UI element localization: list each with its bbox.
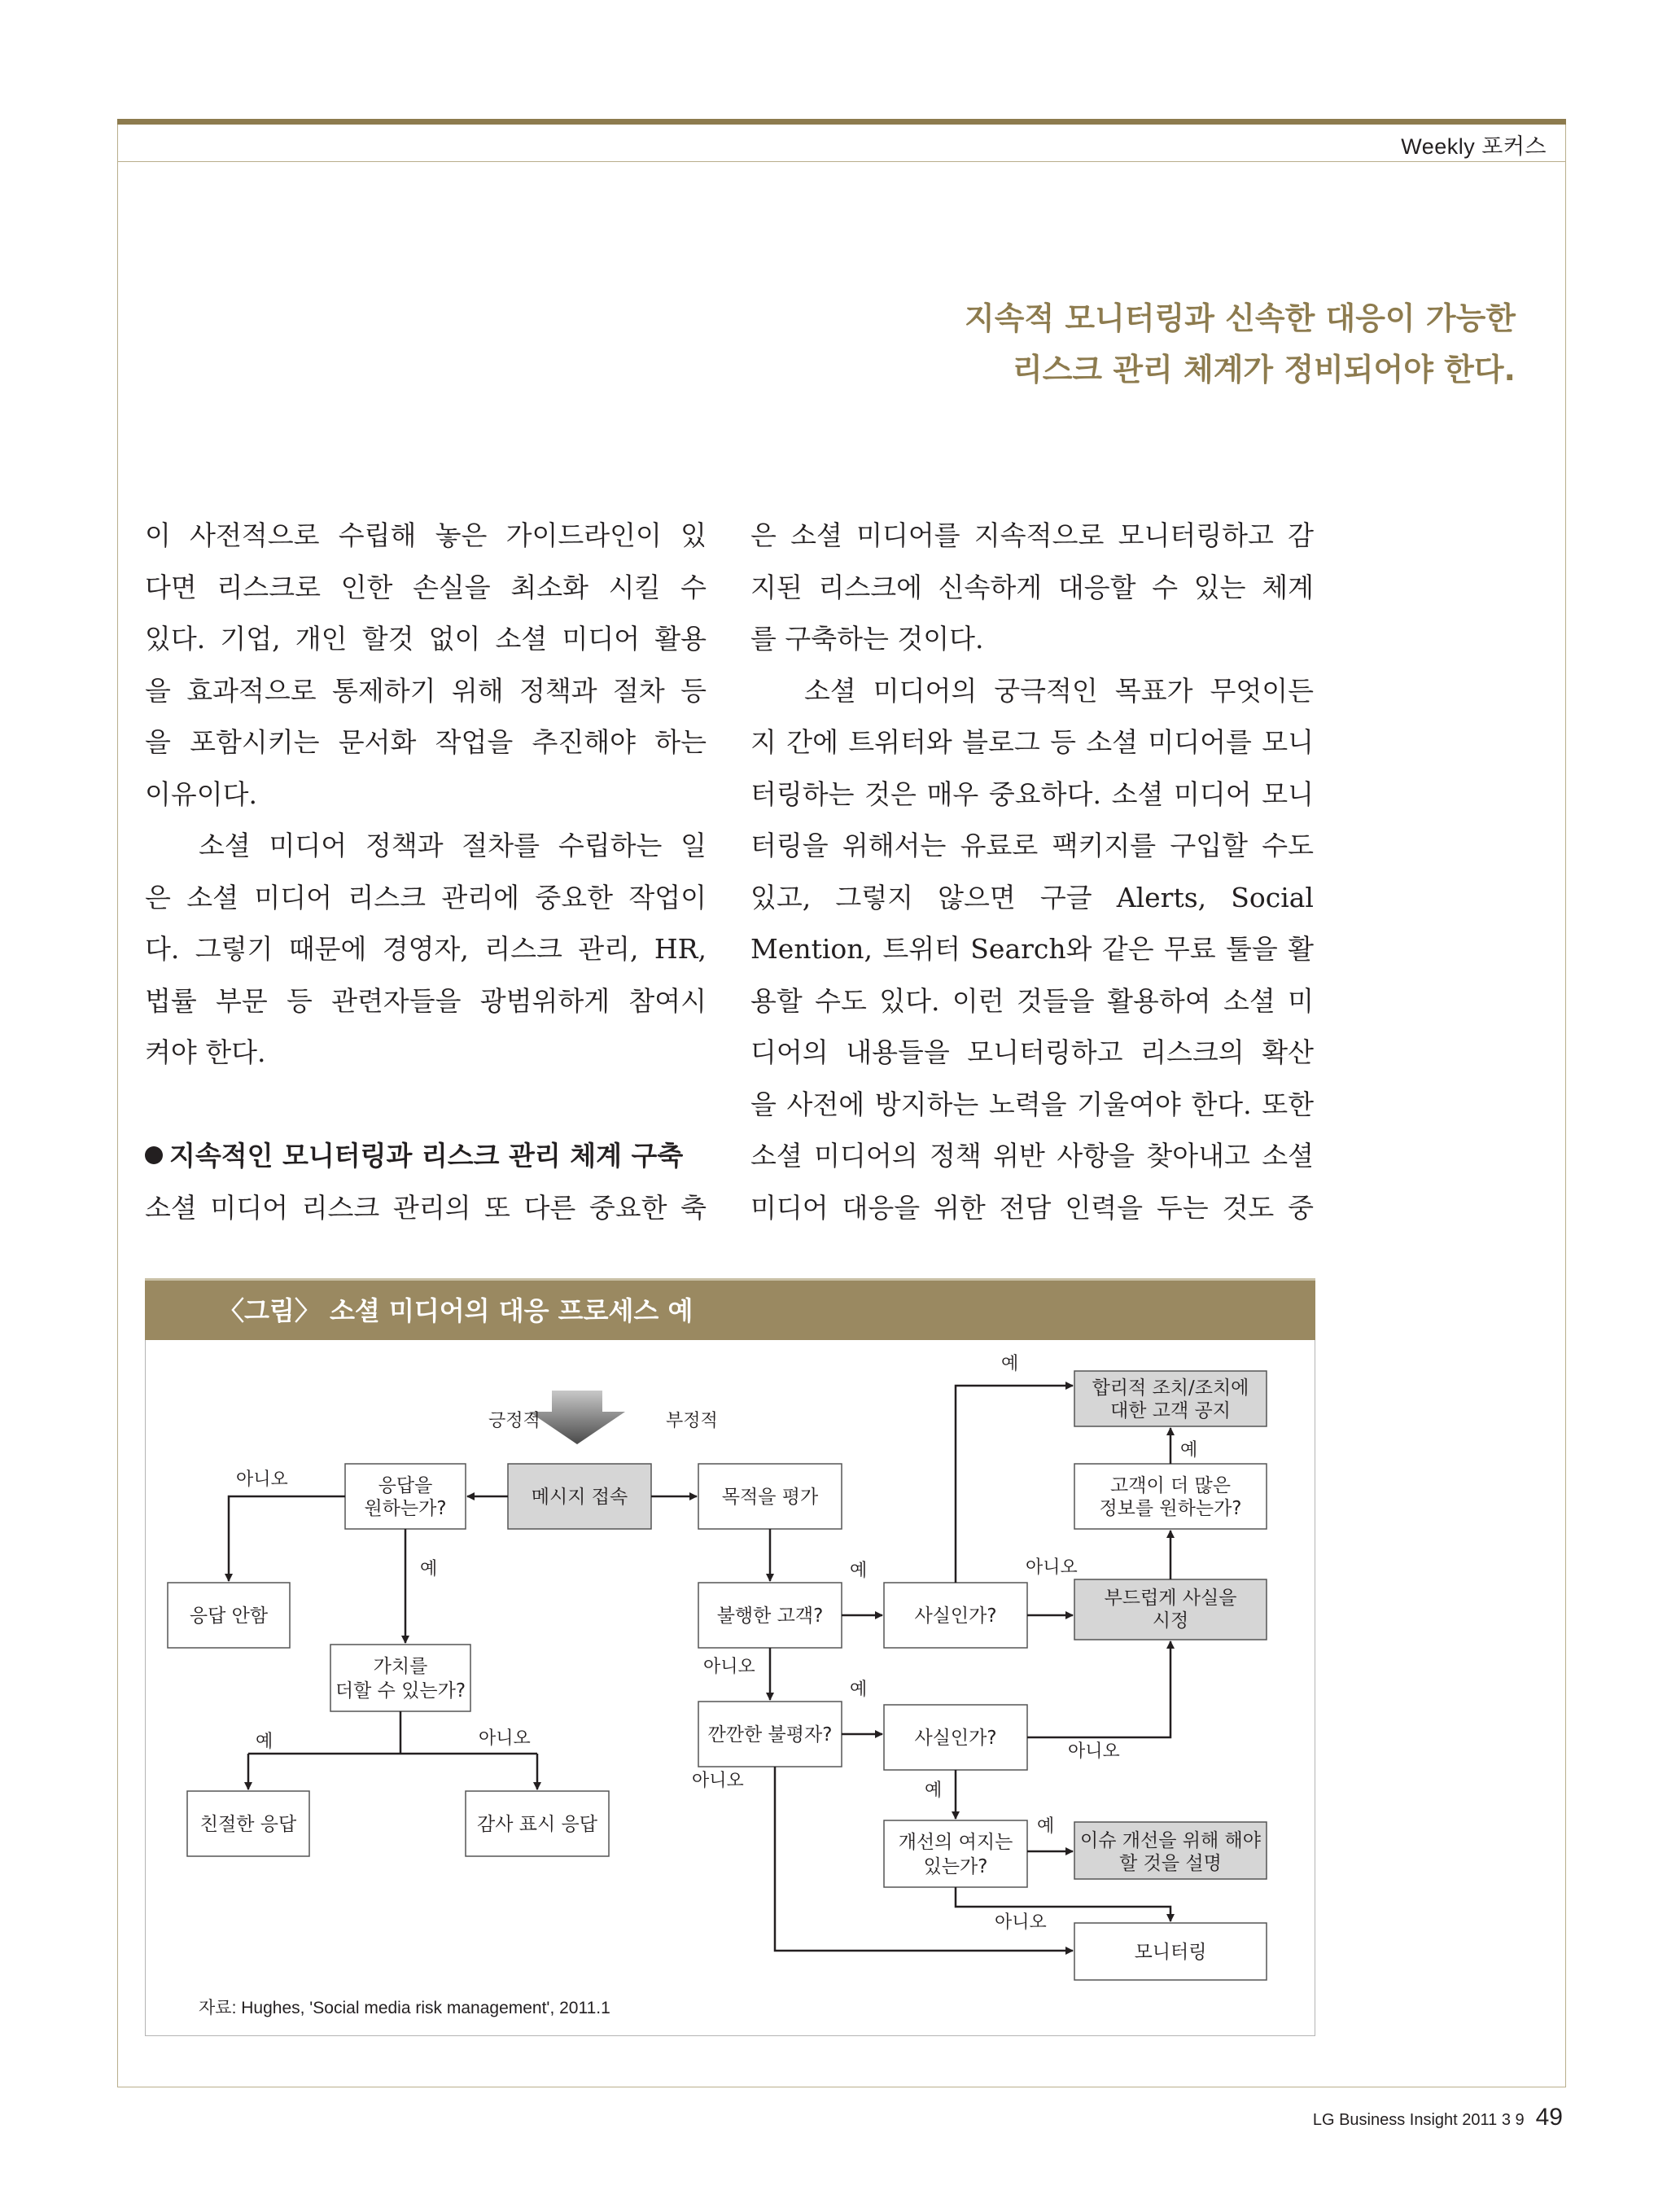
node-thanks-response — [466, 1791, 609, 1856]
body-line: 을 효과적으로 통제하기 위해 정책과 절차 등 — [145, 674, 707, 707]
label-yes: 예 — [850, 1561, 868, 1581]
svg-text:할 것을 설명: 할 것을 설명 — [1119, 1853, 1222, 1874]
body-line: 법률 부문 등 관련자들을 광범위하게 참여시 — [145, 984, 707, 1017]
body-line: 지된 리스크에 신속하게 대응할 수 있는 체계 — [750, 571, 1314, 603]
svg-text:응답을: 응답을 — [378, 1475, 433, 1496]
svg-text:있는가?: 있는가? — [923, 1856, 988, 1877]
label-no: 아니오 — [995, 1912, 1047, 1933]
label-yes: 예 — [256, 1732, 273, 1752]
pull-quote-line: 리스크 관리 체계가 정비되어야 한다. — [1013, 352, 1516, 388]
svg-text:사실인가?: 사실인가? — [914, 1605, 997, 1627]
svg-text:모니터링: 모니터링 — [1134, 1942, 1207, 1963]
node-picky-complainer — [698, 1702, 842, 1767]
node-gently-correct — [1074, 1579, 1267, 1640]
process-flowchart — [145, 1340, 1315, 1991]
label-yes: 예 — [420, 1559, 438, 1579]
label-positive: 긍정적 — [488, 1411, 540, 1431]
svg-text:합리적 조치/조치에: 합리적 조치/조치에 — [1092, 1378, 1249, 1399]
label-yes: 예 — [850, 1680, 868, 1700]
node-fact-check-1 — [884, 1583, 1027, 1648]
body-line: 을 사전에 방지하는 노력을 기울여야 한다. 또한 — [750, 1088, 1314, 1120]
label-no: 아니오 — [703, 1657, 755, 1677]
figure-source: 자료: Hughes, 'Social media risk management', 2011.1 — [199, 1999, 610, 2017]
node-explain-fix — [1074, 1822, 1267, 1879]
incoming-arrow-icon — [529, 1391, 625, 1444]
blank-line — [145, 1079, 707, 1131]
svg-text:고객이 더 많은: 고객이 더 많은 — [1110, 1475, 1231, 1496]
label-yes: 예 — [1037, 1816, 1055, 1837]
svg-text:부드럽게 사실을: 부드럽게 사실을 — [1104, 1588, 1237, 1609]
body-line: Mention, 트위터 Search와 같은 무료 툴을 활 — [750, 933, 1314, 965]
node-fact-check-2 — [884, 1705, 1027, 1770]
label-yes: 예 — [1001, 1354, 1019, 1374]
pull-quote — [702, 293, 1516, 396]
svg-text:깐깐한 불평자?: 깐깐한 불평자? — [707, 1724, 833, 1746]
body-line: 미디어 대응을 위한 전담 인력을 두는 것도 중 — [750, 1191, 1314, 1224]
label-yes: 예 — [1180, 1440, 1198, 1461]
label-no: 아니오 — [1026, 1557, 1078, 1578]
svg-text:더할 수 있는가?: 더할 수 있는가? — [335, 1680, 466, 1702]
body-line: 를 구축하는 것이다. — [750, 623, 984, 655]
body-line: 디어의 내용들을 모니터링하고 리스크의 확산 — [750, 1036, 1314, 1068]
body-line: 다. 그렇기 때문에 경영자, 리스크 관리, HR, — [145, 933, 707, 965]
node-monitoring — [1074, 1923, 1267, 1980]
body-line: 있고, 그렇지 않으면 구글 Alerts, Social — [750, 881, 1314, 913]
label-no: 아니오 — [479, 1728, 531, 1749]
svg-text:메시지 접속: 메시지 접속 — [531, 1487, 628, 1508]
svg-text:대한 고객 공지: 대한 고객 공지 — [1110, 1400, 1231, 1421]
node-reasonable-action — [1074, 1371, 1267, 1426]
svg-text:목적을 평가: 목적을 평가 — [721, 1487, 819, 1508]
body-line: 지 간에 트위터와 블로그 등 소셜 미디어를 모니 — [750, 726, 1314, 758]
node-add-value — [330, 1645, 470, 1711]
pull-quote-line: 지속적 모니터링과 신속한 대응이 가능한 — [965, 300, 1516, 336]
svg-text:가치를: 가치를 — [373, 1656, 428, 1677]
svg-text:불행한 고객?: 불행한 고객? — [716, 1605, 824, 1627]
bullet-icon — [145, 1146, 163, 1164]
body-line: 다면 리스크로 인한 손실을 최소화 시킬 수 — [145, 571, 707, 603]
header-divider — [117, 161, 1566, 162]
svg-text:친절한 응답: 친절한 응답 — [199, 1814, 297, 1835]
body-line: 이 사전적으로 수립해 놓은 가이드라인이 있 — [145, 519, 707, 551]
node-more-info — [1074, 1464, 1267, 1529]
body-line: 소셜 미디어 정책과 절차를 수립하는 일 — [199, 830, 707, 861]
body-line: 켜야 한다. — [145, 1036, 266, 1068]
page-number: 49 — [1535, 2104, 1563, 2131]
body-line: 을 포함시키는 문서화 작업을 추진해야 하는 — [145, 726, 707, 758]
publication-name: LG Business Insight 2011 3 9 — [1312, 2111, 1525, 2129]
svg-text:정보를 원하는가?: 정보를 원하는가? — [1099, 1498, 1242, 1519]
label-no: 아니오 — [1068, 1741, 1120, 1762]
body-line: 있다. 기업, 개인 할것 없이 소셜 미디어 활용 — [145, 623, 707, 655]
label-no: 아니오 — [236, 1470, 288, 1490]
section-label: Weekly 포커스 — [1401, 134, 1547, 159]
label-no: 아니오 — [692, 1771, 744, 1791]
label-yes: 예 — [925, 1781, 943, 1801]
body-line: 은 소셜 미디어를 지속적으로 모니터링하고 감 — [750, 519, 1314, 551]
body-line: 터링을 위해서는 유료로 팩키지를 구입할 수도 — [750, 830, 1314, 861]
node-evaluate — [698, 1464, 842, 1529]
body-column-left — [145, 510, 707, 1233]
body-line: 이유이다. — [145, 777, 258, 810]
body-column-right — [750, 510, 1314, 1233]
section-heading-text: 지속적인 모니터링과 리스크 관리 체계 구축 — [169, 1140, 684, 1172]
node-kind-response — [187, 1791, 309, 1856]
svg-text:사실인가?: 사실인가? — [914, 1728, 997, 1749]
node-unhappy-customer — [698, 1583, 842, 1648]
svg-text:원하는가?: 원하는가? — [364, 1498, 447, 1519]
section-heading — [145, 1130, 707, 1182]
svg-text:개선의 여지는: 개선의 여지는 — [898, 1832, 1013, 1853]
figure-title: 〈그림〉 소셜 미디어의 대응 프로세스 예 — [218, 1295, 693, 1326]
header-top-bar — [117, 119, 1566, 125]
svg-text:감사 표시 응답: 감사 표시 응답 — [477, 1814, 597, 1835]
node-message — [508, 1464, 651, 1529]
node-want-response — [345, 1464, 466, 1529]
body-line: 소셜 미디어 리스크 관리의 또 다른 중요한 축 — [145, 1191, 707, 1224]
svg-text:이슈 개선을 위해 해야: 이슈 개선을 위해 해야 — [1080, 1830, 1261, 1851]
body-line: 용할 수도 있다. 이런 것들을 활용하여 소셜 미 — [750, 984, 1314, 1017]
label-negative: 부정적 — [666, 1411, 718, 1431]
body-line: 소셜 미디어의 정책 위반 사항을 찾아내고 소셜 — [750, 1140, 1314, 1172]
node-room-to-improve — [884, 1820, 1027, 1887]
body-line: 터링하는 것은 매우 중요하다. 소셜 미디어 모니 — [750, 777, 1314, 810]
node-no-response — [168, 1583, 290, 1648]
body-line: 소셜 미디어의 궁극적인 목표가 무엇이든 — [804, 674, 1314, 707]
svg-text:시정: 시정 — [1152, 1610, 1189, 1632]
page-footer — [1313, 2104, 1563, 2131]
body-line: 은 소셜 미디어 리스크 관리에 중요한 작업이 — [145, 881, 707, 913]
svg-text:응답 안함: 응답 안함 — [189, 1605, 269, 1627]
